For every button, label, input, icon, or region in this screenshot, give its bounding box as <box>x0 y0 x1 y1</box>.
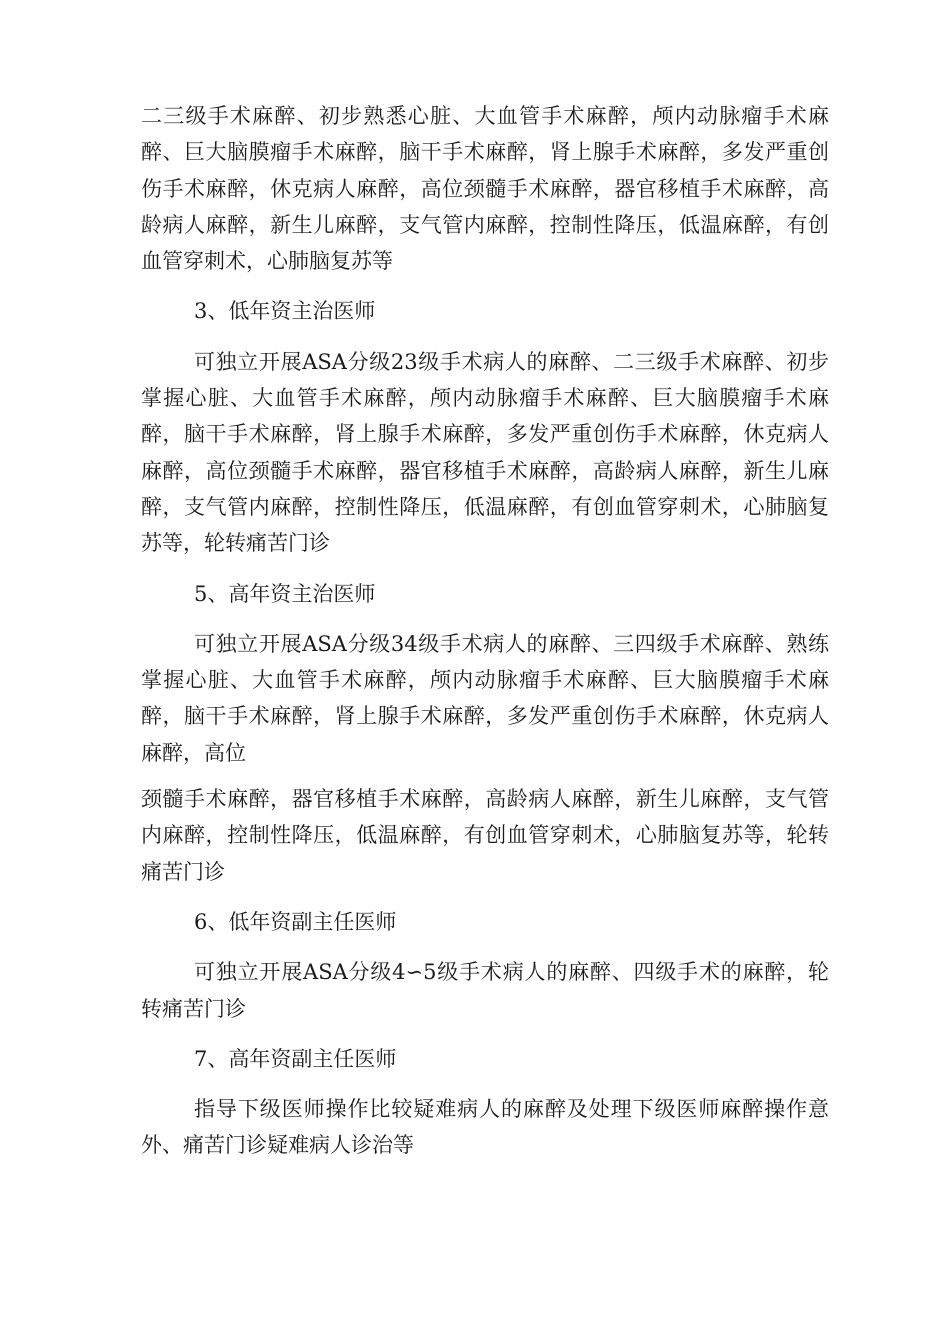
paragraph-continued-text: 二三级手术麻醉、初步熟悉心脏、大血管手术麻醉，颅内动脉瘤手术麻醉、巨大脑膜瘤手术麻醉，脑干手术麻醉，肾上腺手术麻醉，多发严重创伤手术麻醉，休克病人麻醉，高位颈髓手术麻醉，器官移植手术麻醉，高龄病人麻醉，新生儿麻醉，支气管内麻醉，控制性降压，低温麻醉，有创血管穿刺术，心肺脑复苏等 <box>141 104 829 274</box>
paragraph-junior-attending: 可独立开展ASA分级23级手术病人的麻醉、二三级手术麻醉、初步掌握心脏、大血管手术麻醉，颅内动脉瘤手术麻醉、巨大脑膜瘤手术麻醉，脑干手术麻醉，肾上腺手术麻醉，多发严重创伤手术麻醉，休克病人麻醉，高位颈髓手术麻醉，器官移植手术麻醉，高龄病人麻醉，新生儿麻醉，支气管内麻醉，控制性降压，低温麻醉，有创血管穿刺术，心肺脑复苏等，轮转痛苦门诊 <box>141 349 829 556</box>
heading-junior-attending: 3、低年资主治医师 <box>194 299 376 324</box>
heading-senior-associate-chief: 7、高年资副主任医师 <box>194 1046 397 1071</box>
paragraph-senior-associate-chief: 指导下级医师操作比较疑难病人的麻醉及处理下级医师麻醉操作意外、痛苦门诊疑难病人诊治等 <box>141 1097 829 1158</box>
document-page <box>141 98 829 1164</box>
paragraph-senior-attending: 可独立开展ASA分级34级手术病人的麻醉、三四级手术麻醉、熟练掌握心脏、大血管手术麻醉，颅内动脉瘤手术麻醉、巨大脑膜瘤手术麻醉，脑干手术麻醉，肾上腺手术麻醉，多发严重创伤手术麻醉，休克病人麻醉，高位 <box>141 631 829 765</box>
paragraph-senior-attending-continued: 颈髓手术麻醉，器官移植手术麻醉，高龄病人麻醉，新生儿麻醉，支气管内麻醉，控制性降压，低温麻醉，有创血管穿刺术，心肺脑复苏等，轮转痛苦门诊 <box>141 787 829 884</box>
heading-junior-associate-chief: 6、低年资副主任医师 <box>194 909 397 934</box>
paragraph-junior-associate-chief: 可独立开展ASA分级4∽5级手术病人的麻醉、四级手术的麻醉，轮转痛苦门诊 <box>141 960 829 1021</box>
heading-senior-attending: 5、高年资主治医师 <box>194 581 376 606</box>
